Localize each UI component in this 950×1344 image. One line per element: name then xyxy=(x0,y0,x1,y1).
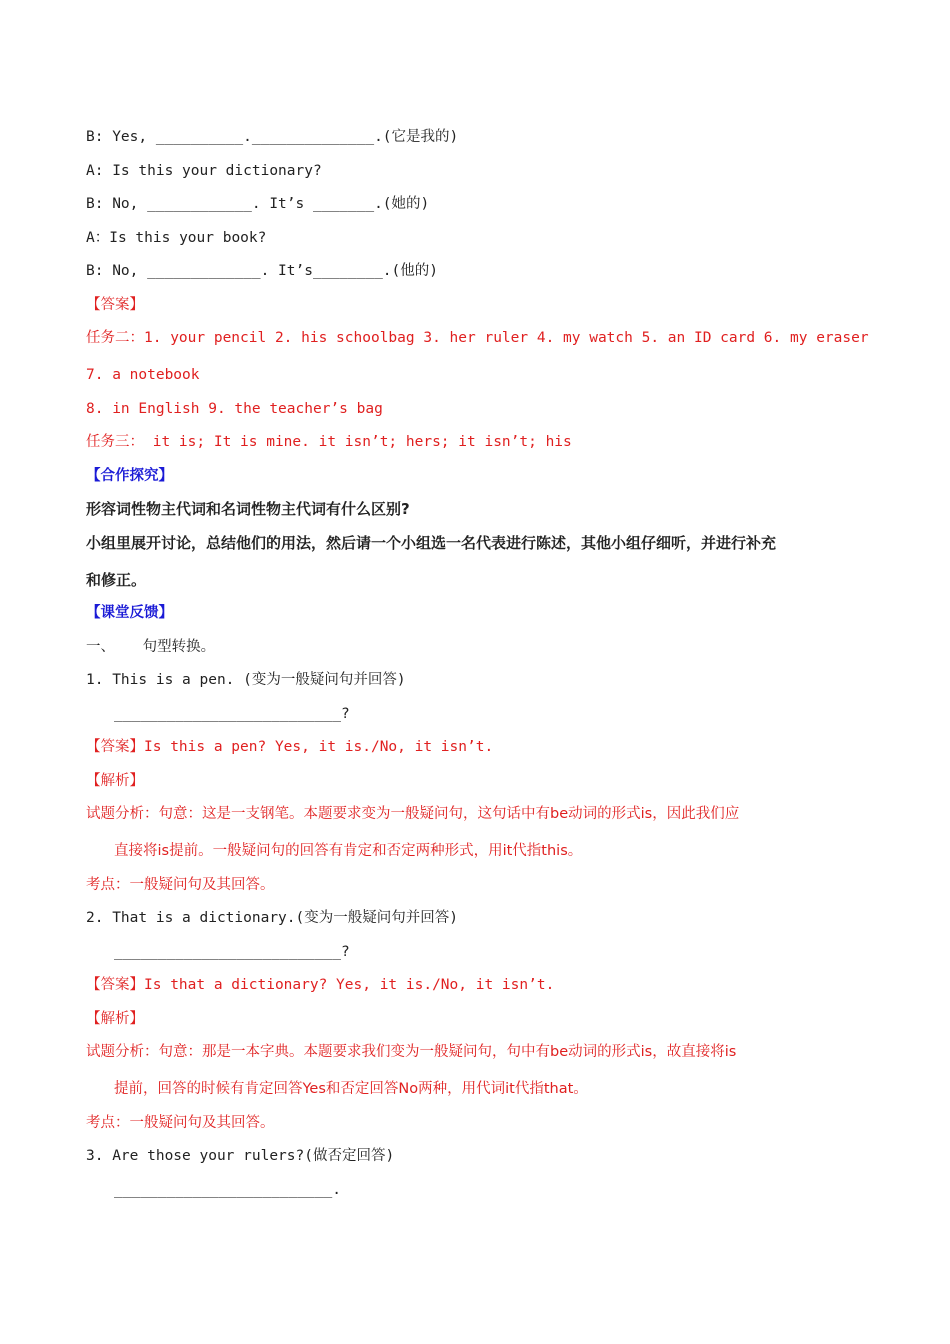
coop-paragraph-2: 和修正。 xyxy=(86,570,147,589)
coop-heading: 【合作探究】 xyxy=(86,467,173,484)
answer-blank-2: __________________________? xyxy=(114,943,350,960)
key-point-2: 考点：一般疑问句及其回答。 xyxy=(86,1114,275,1131)
answer-1 xyxy=(86,732,876,766)
answer-2-text: Is that a dictionary? Yes, it is./No, it isn’t. xyxy=(144,977,555,993)
task3-answer: 任务三： it is; It is mine. it isn’t; hers; it isn’t; his xyxy=(86,434,572,450)
dialog-line-1: B: Yes, __________.______________.(它是我的) xyxy=(86,129,459,145)
task2-answer-line-2: 7. a notebook xyxy=(86,367,200,383)
task2-answer-line-1: 任务二：1. your pencil 2. his schoolbag 3. her ruler 4. my watch 5. an ID card 6. my eraser xyxy=(86,330,869,346)
feedback-heading: 【课堂反馈】 xyxy=(86,605,173,621)
answer-blank-3: _________________________. xyxy=(114,1181,341,1198)
coop-paragraph-1: 小组里展开讨论，总结他们的用法，然后请一个小组选一名代表进行陈述，其他小组仔细听，并进行补充 xyxy=(86,533,777,552)
dialog-line-2: A: Is this your dictionary? xyxy=(86,162,322,179)
answer-2-tag: 【答案】 xyxy=(86,977,144,993)
task2-answer-line-3: 8. in English 9. the teacher’s bag xyxy=(86,400,383,417)
document-page xyxy=(86,122,876,1208)
explanation-1-line-2: 直接将is提前。一般疑问句的回答有肯定和否定两种形式，用it代指this。 xyxy=(114,843,583,859)
explanation-2-line-2: 提前，回答的时候有肯定回答Yes和否定回答No两种，用代词it代指that。 xyxy=(114,1081,588,1097)
answer-blank-1: __________________________? xyxy=(114,705,350,722)
answer-heading: 【答案】 xyxy=(86,296,144,313)
explanation-2-heading: 【解析】 xyxy=(86,1010,144,1027)
dialog-line-4: A：Is this your book? xyxy=(86,229,267,246)
explanation-2-line-1: 试题分析：句意：那是一本字典。本题要求我们变为一般疑问句，句中有be动词的形式is，故直接将is xyxy=(86,1044,737,1060)
answer-1-tag: 【答案】 xyxy=(86,739,144,755)
dialog-line-3: B: No, ____________. It’s _______.(她的) xyxy=(86,196,430,212)
question-2: 2. That is a dictionary.(变为一般疑问句并回答) xyxy=(86,910,458,926)
coop-question: 形容词性物主代词和名词性物主代词有什么区别? xyxy=(86,500,410,518)
explanation-1-line-1: 试题分析：句意：这是一支钢笔。本题要求变为一般疑问句，这句话中有be动词的形式is，因此我们应 xyxy=(86,806,740,822)
explanation-1-heading: 【解析】 xyxy=(86,772,144,789)
answer-1-text: Is this a pen? Yes, it is./No, it isn’t. xyxy=(144,739,494,755)
answer-2 xyxy=(86,970,876,1004)
dialog-line-5: B: No, _____________. It’s________.(他的) xyxy=(86,263,439,279)
section-title: 一、 句型转换。 xyxy=(86,638,216,655)
key-point-1: 考点：一般疑问句及其回答。 xyxy=(86,876,275,893)
question-1: 1. This is a pen. (变为一般疑问句并回答) xyxy=(86,672,406,688)
question-3: 3. Are those your rulers?(做否定回答) xyxy=(86,1148,395,1164)
